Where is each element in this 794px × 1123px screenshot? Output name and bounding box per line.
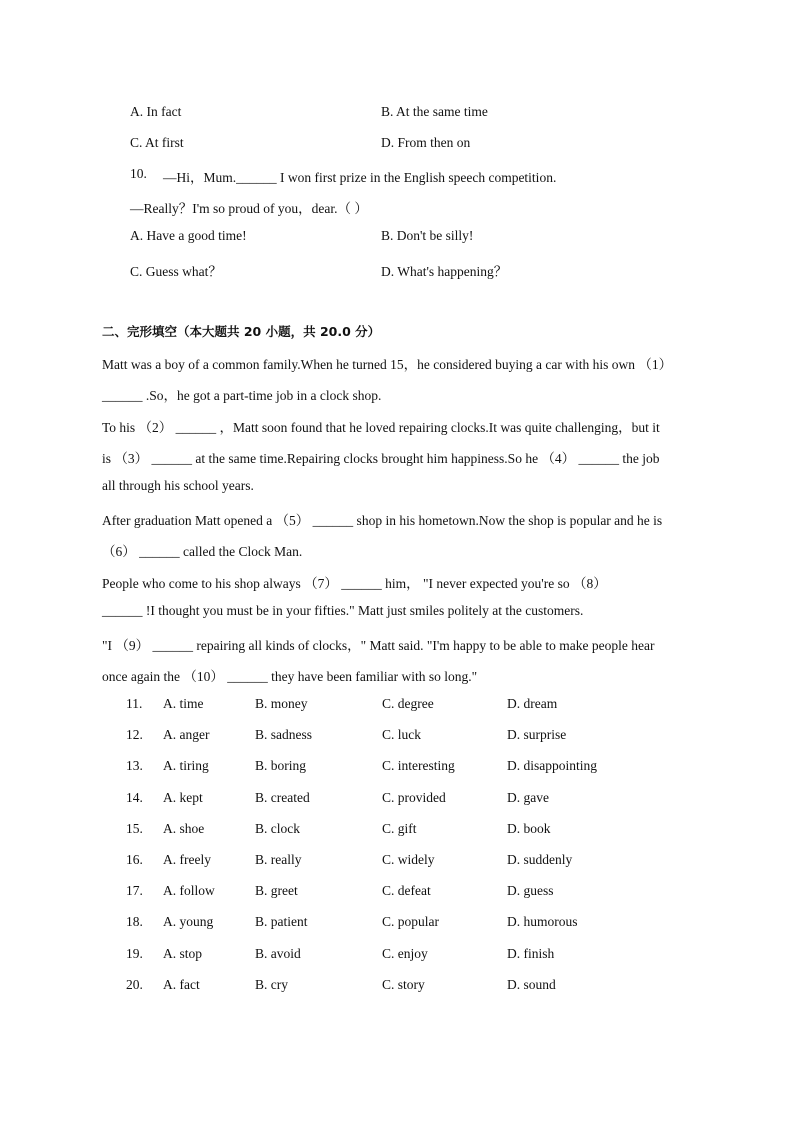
section-heading: 二、完形填空（本大题共 20 小题，共 20.0 分） (102, 324, 381, 339)
option-c: C. widely (382, 852, 435, 867)
question-number: 16. (126, 852, 143, 867)
option-a: A. stop (163, 945, 203, 961)
option-b: B. money (255, 696, 308, 711)
q9-option-c: C. At first (130, 135, 184, 150)
passage-line: once again the （10） ______ they have been familiar with so long." (102, 669, 478, 684)
q10-option-a: A. Have a good time! (130, 228, 247, 243)
passage-line: ______ !I thought you must be in your fifties." Matt just smiles politely at the customers. (102, 603, 584, 618)
question-number: 18. (126, 914, 143, 930)
option-c: C. enjoy (382, 945, 428, 961)
option-a: A. freely (163, 852, 211, 867)
option-d: D. guess (507, 883, 554, 899)
passage-line: To his （2） ______ ，Matt soon found that he loved repairing clocks.It was quite challenging，but it (102, 420, 660, 435)
q9-option-a: A. In fact (130, 104, 182, 119)
option-a: A. young (163, 914, 214, 930)
q10-option-d: D. What's happening？ (381, 264, 508, 279)
passage-line: Matt was a boy of a common family.When he turned 15，he considered buying a car with his own （1） (102, 357, 673, 372)
passage-line: After graduation Matt opened a （5） ______ shop in his hometown.Now the shop is popular and he is (102, 513, 663, 528)
option-d: D. surprise (507, 727, 567, 743)
q10-stem: —Hi，Mum.______ I won first prize in the English speech competition. (163, 170, 557, 185)
option-b: B. greet (255, 883, 298, 899)
option-b: B. patient (255, 914, 308, 930)
question-number: 13. (126, 758, 143, 774)
option-b: B. boring (255, 758, 307, 774)
option-d: D. book (507, 820, 551, 836)
option-d: D. finish (507, 945, 555, 961)
question-number: 14. (126, 789, 143, 805)
q9-option-d: D. From then on (381, 135, 471, 150)
option-c: C. gift (382, 820, 417, 836)
q10-number: 10. (130, 166, 147, 181)
q9-option-b: B. At the same time (381, 104, 488, 119)
question-number: 12. (126, 727, 143, 743)
option-b: B. sadness (255, 727, 312, 743)
option-d: D. disappointing (507, 758, 597, 774)
q10-option-c: C. Guess what？ (130, 264, 222, 279)
option-c: C. degree (382, 696, 434, 711)
question-number: 20. (126, 976, 143, 992)
option-a: A. shoe (163, 820, 205, 836)
passage-line: ______ .So，he got a part-time job in a clock shop. (102, 388, 382, 403)
option-b: B. clock (255, 820, 300, 836)
question-number: 15. (126, 820, 143, 836)
option-d: D. sound (507, 976, 556, 992)
option-d: D. dream (507, 696, 558, 711)
option-c: C. defeat (382, 883, 431, 899)
option-a: A. tiring (163, 758, 209, 774)
option-a: A. kept (163, 789, 203, 805)
option-b: B. really (255, 852, 302, 867)
q10-option-b: B. Don't be silly! (381, 228, 474, 243)
passage-line: "I （9） ______ repairing all kinds of clocks，" Matt said. "I'm happy to be able to make people hear (102, 638, 655, 653)
option-a: A. time (163, 696, 204, 711)
option-c: C. provided (382, 789, 446, 805)
passage-line: all through his school years. (102, 478, 254, 493)
option-b: B. cry (255, 976, 288, 992)
question-number: 17. (126, 883, 143, 899)
option-c: C. interesting (382, 758, 455, 774)
option-d: D. suddenly (507, 852, 573, 867)
question-number: 19. (126, 945, 143, 961)
passage-line: is （3） ______ at the same time.Repairing clocks brought him happiness.So he （4） ______ the job (102, 451, 660, 466)
option-c: C. popular (382, 914, 439, 930)
option-b: B. created (255, 789, 310, 805)
option-a: A. follow (163, 883, 215, 899)
q10-reply: —Really？I'm so proud of you，dear.（ ） (130, 201, 368, 216)
option-c: C. luck (382, 727, 421, 743)
option-c: C. story (382, 976, 425, 992)
passage-line: People who come to his shop always （7） ______ him， "I never expected you're so （8） (102, 576, 607, 591)
option-a: A. fact (163, 976, 200, 992)
option-a: A. anger (163, 727, 210, 743)
option-d: D. humorous (507, 914, 578, 930)
passage-line: （6） ______ called the Clock Man. (102, 544, 303, 559)
question-number: 11. (126, 696, 143, 711)
option-d: D. gave (507, 789, 549, 805)
option-b: B. avoid (255, 945, 301, 961)
